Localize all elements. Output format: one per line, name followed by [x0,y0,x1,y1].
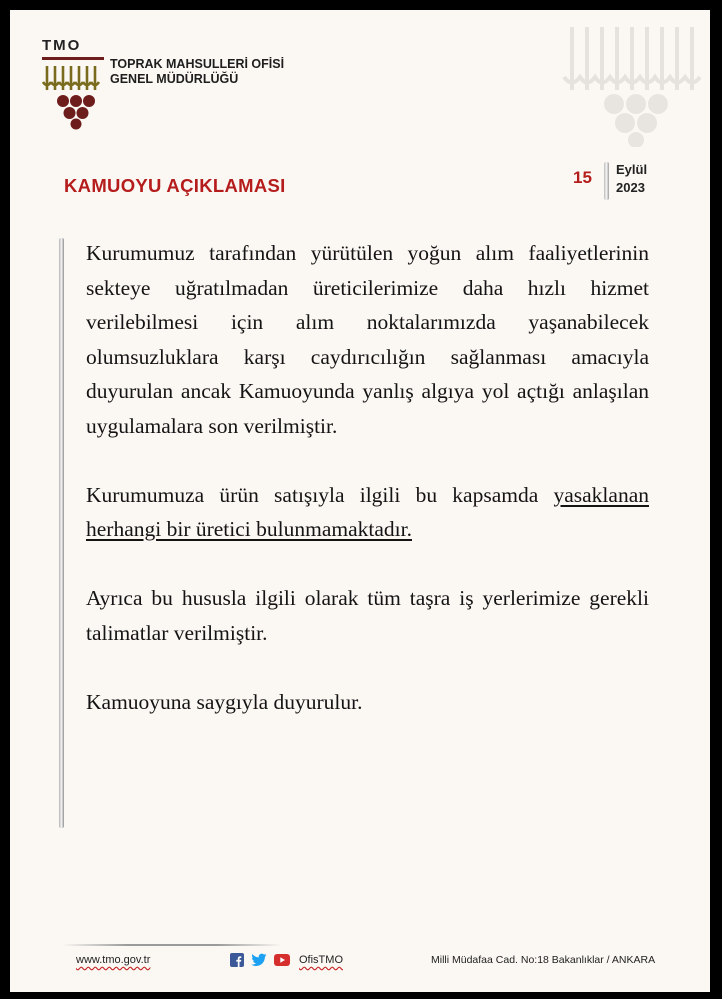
paragraph-1: Kurumumuz tarafından yürütülen yoğun alım faaliyetlerinin sekteye uğratılmadan üreticilerimize daha hızlı hizmet verilebilmesi için alım noktalarımızda yaşanabilecek olumsuzluklara karşı caydırıcılığın sağlanması amacıyla duyurulan ancak Kamuoyunda yanlış algıya yol açtığı anlaşılan uygulamalara son verilmiştir. [86,241,649,438]
youtube-icon[interactable] [274,954,290,966]
footer-divider [62,944,282,946]
paragraph-2 [86,478,649,547]
facebook-icon[interactable] [230,953,244,967]
document-page [10,10,710,992]
date-year: 2023 [616,180,645,195]
text-margin-line [59,238,64,828]
page-title: KAMUOYU AÇIKLAMASI [64,175,286,196]
tmo-logo [42,40,104,130]
date-day: 15 [573,168,592,187]
org-name-line1: TOPRAK MAHSULLERİ OFİSİ [110,57,285,71]
date-month-year [616,161,647,197]
date-month: Eylül [616,162,648,177]
social-links [230,953,343,967]
address: Milli Müdafaa Cad. No:18 Bakanlıklar / ANKARA [431,954,656,966]
website-link[interactable]: www.tmo.gov.tr [76,954,151,966]
date-divider [604,162,609,200]
paragraph-2-text: Kurumumuza ürün satışıyla ilgili bu kapsamda [86,482,554,507]
paragraph-3: Ayrıca bu hususla ilgili olarak tüm taşra iş yerlerimize gerekli talimatlar verilmiştir. [86,586,649,645]
social-handle[interactable]: OfisTMO [299,954,343,966]
paragraph-2-underlined: yasaklanan herhangi bir üretici bulunmamaktadır. [86,482,649,541]
paragraph-4: Kamuoyuna saygıyla duyurulur. [86,689,363,714]
announcement-body [86,236,649,754]
logo-abbreviation: TMO [42,37,82,54]
organization-name [110,57,284,87]
org-name-line2: GENEL MÜDÜRLÜĞÜ [110,72,239,86]
twitter-icon[interactable] [251,953,267,967]
logo-watermark [562,22,702,147]
